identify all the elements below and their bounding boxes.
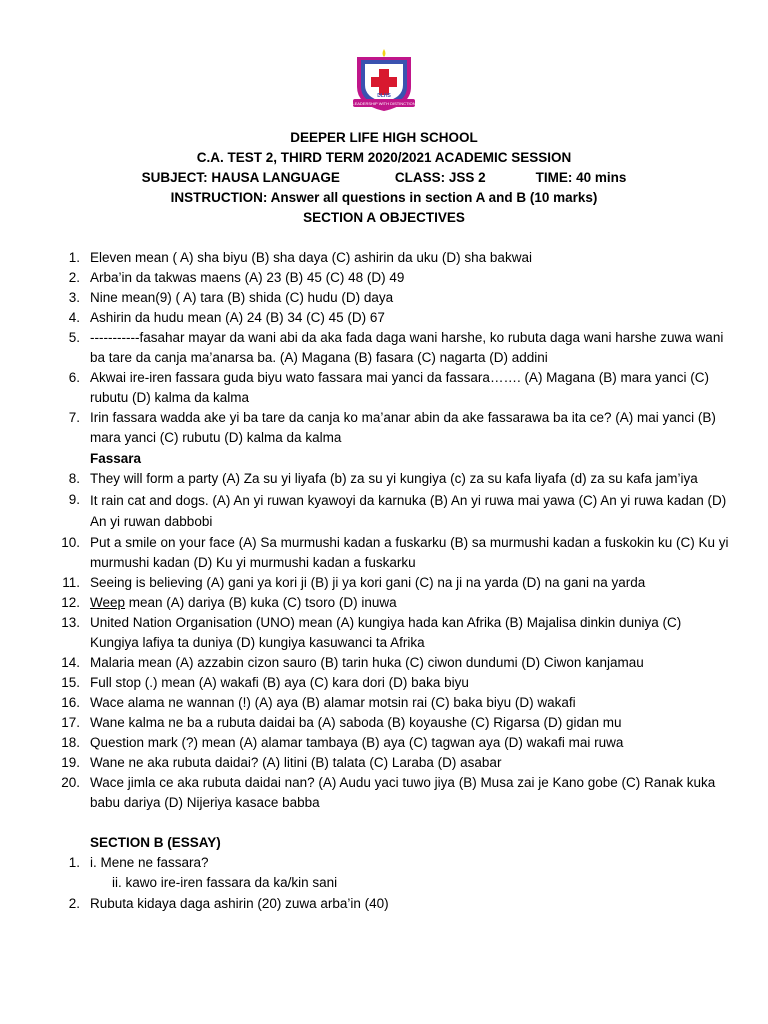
exam-header	[0, 128, 768, 228]
question: 10. Put a smile on your face (A) Sa murmushi kadan a fuskarku (B) sa murmushi kadan a fuskokin ku (C) Ku yi murmushi kadan (D) Ku yi murmushi kadan a fuskarku	[61, 535, 729, 570]
question: 16. Wace alama ne wannan (!) (A) aya (B) alamar motsin rai (C) baka biyu (D) wakafi	[61, 695, 576, 710]
question: 18. Question mark (?) mean (A) alamar tambaya (B) aya (C) tagwan aya (D) wakafi mai ruwa	[61, 735, 624, 750]
school-logo	[349, 47, 419, 115]
question: 5. -----------fasahar mayar da wani abi da aka fada daga wani harshe, ko rubuta daga wani harshe zuwa wani ba tare da canja ma’anarsa ba. (A) Magana (B) fasara (C) nagarta (D) addini	[68, 330, 724, 365]
section-b-heading: SECTION B (ESSAY)	[90, 835, 221, 850]
logo-monogram: DLHS	[377, 93, 391, 99]
question: 14. Malaria mean (A) azzabin cizon sauro (B) tarin huka (C) ciwon dundumi (D) Ciwon kanjamau	[61, 655, 644, 670]
time: TIME: 40 mins	[535, 170, 627, 185]
question: 3. Nine mean(9) ( A) tara (B) shida (C) hudu (D) daya	[68, 290, 394, 305]
question: 15. Full stop (.) mean (A) wakafi (B) aya (C) kara dori (D) baka biyu	[61, 675, 469, 690]
essay-question: 1. i. Mene ne fassara?	[68, 855, 209, 870]
essay-question: 2. Rubuta kidaya daga ashirin (20) zuwa arba’in (40)	[68, 896, 389, 911]
question: 6. Akwai ire-iren fassara guda biyu wato fassara mai yanci da fassara……. (A) Magana (B) mara yanci (C) rubutu (D) kalma da kalma	[68, 370, 709, 405]
question: 7. Irin fassara wadda ake yi ba tare da canja ko ma’anar abin da ake fassarawa ba ita ce? (A) mai yanci (B) mara yanci (C) rubutu (D) kalma da kalma	[68, 410, 716, 445]
essay-question: ii. kawo ire-iren fassara da ka/kin sani	[112, 875, 338, 890]
question: 2. Arba’in da takwas maens (A) 23 (B) 45 (C) 48 (D) 49	[68, 270, 405, 285]
question: 4. Ashirin da hudu mean (A) 24 (B) 34 (C) 45 (D) 67	[68, 310, 385, 325]
question: 20. Wace jimla ce aka rubuta daidai nan? (A) Audu yaci tuwo jiya (B) Musa zai je Kano gobe (C) Ranak kuka babu dariya (D) Nijeriya kasace babba	[61, 775, 716, 810]
subject: SUBJECT: HAUSA LANGUAGE	[141, 170, 340, 185]
fassara-subheading: Fassara	[90, 451, 142, 466]
instruction: INSTRUCTION: Answer all questions in section A and B (10 marks)	[170, 190, 598, 205]
test-title: C.A. TEST 2, THIRD TERM 2020/2021 ACADEMIC SESSION	[196, 150, 572, 165]
question: 17. Wane kalma ne ba a rubuta daidai ba (A) saboda (B) koyaushe (C) Rigarsa (D) gidan mu	[61, 715, 622, 730]
question: 8. They will form a party (A) Za su yi liyafa (b) za su yi kungiya (c) za su kafa liyafa (d) za su kafa jam’iya	[68, 471, 698, 486]
question: 1. Eleven mean ( A) sha biyu (B) sha daya (C) ashirin da uku (D) sha bakwai	[68, 250, 532, 265]
subject-line	[0, 168, 768, 188]
class: CLASS: JSS 2	[394, 170, 486, 185]
question: 9. It rain cat and dogs. (A) An yi ruwan kyawoyi da karnuka (B) An yi ruwa mai yawa (C) An yi ruwa kadan (D) An yi ruwan dabbobi	[68, 492, 727, 529]
question: 19. Wane ne aka rubuta daidai? (A) litini (B) talata (C) Laraba (D) asabar	[61, 755, 502, 770]
school-name: DEEPER LIFE HIGH SCHOOL	[290, 130, 478, 145]
question: 13. United Nation Organisation (UNO) mean (A) kungiya hada kan Afrika (B) Majalisa dinkin duniya (C) Kungiya lafiya ta duniya (D) kungiya kasuwanci ta Afrika	[61, 615, 682, 650]
question: 11. Seeing is believing (A) gani ya kori ji (B) ji ya kori gani (C) na ji na yarda (D) na gani na yarda	[62, 575, 646, 590]
question: 12. Weep mean (A) dariya (B) kuka (C) tsoro (D) inuwa	[61, 595, 397, 610]
section-a-heading: SECTION A OBJECTIVES	[303, 210, 465, 225]
logo-motto: LEADERSHIP WITH DISTINCTION	[352, 101, 416, 106]
underlined-word: Weep	[90, 595, 126, 610]
